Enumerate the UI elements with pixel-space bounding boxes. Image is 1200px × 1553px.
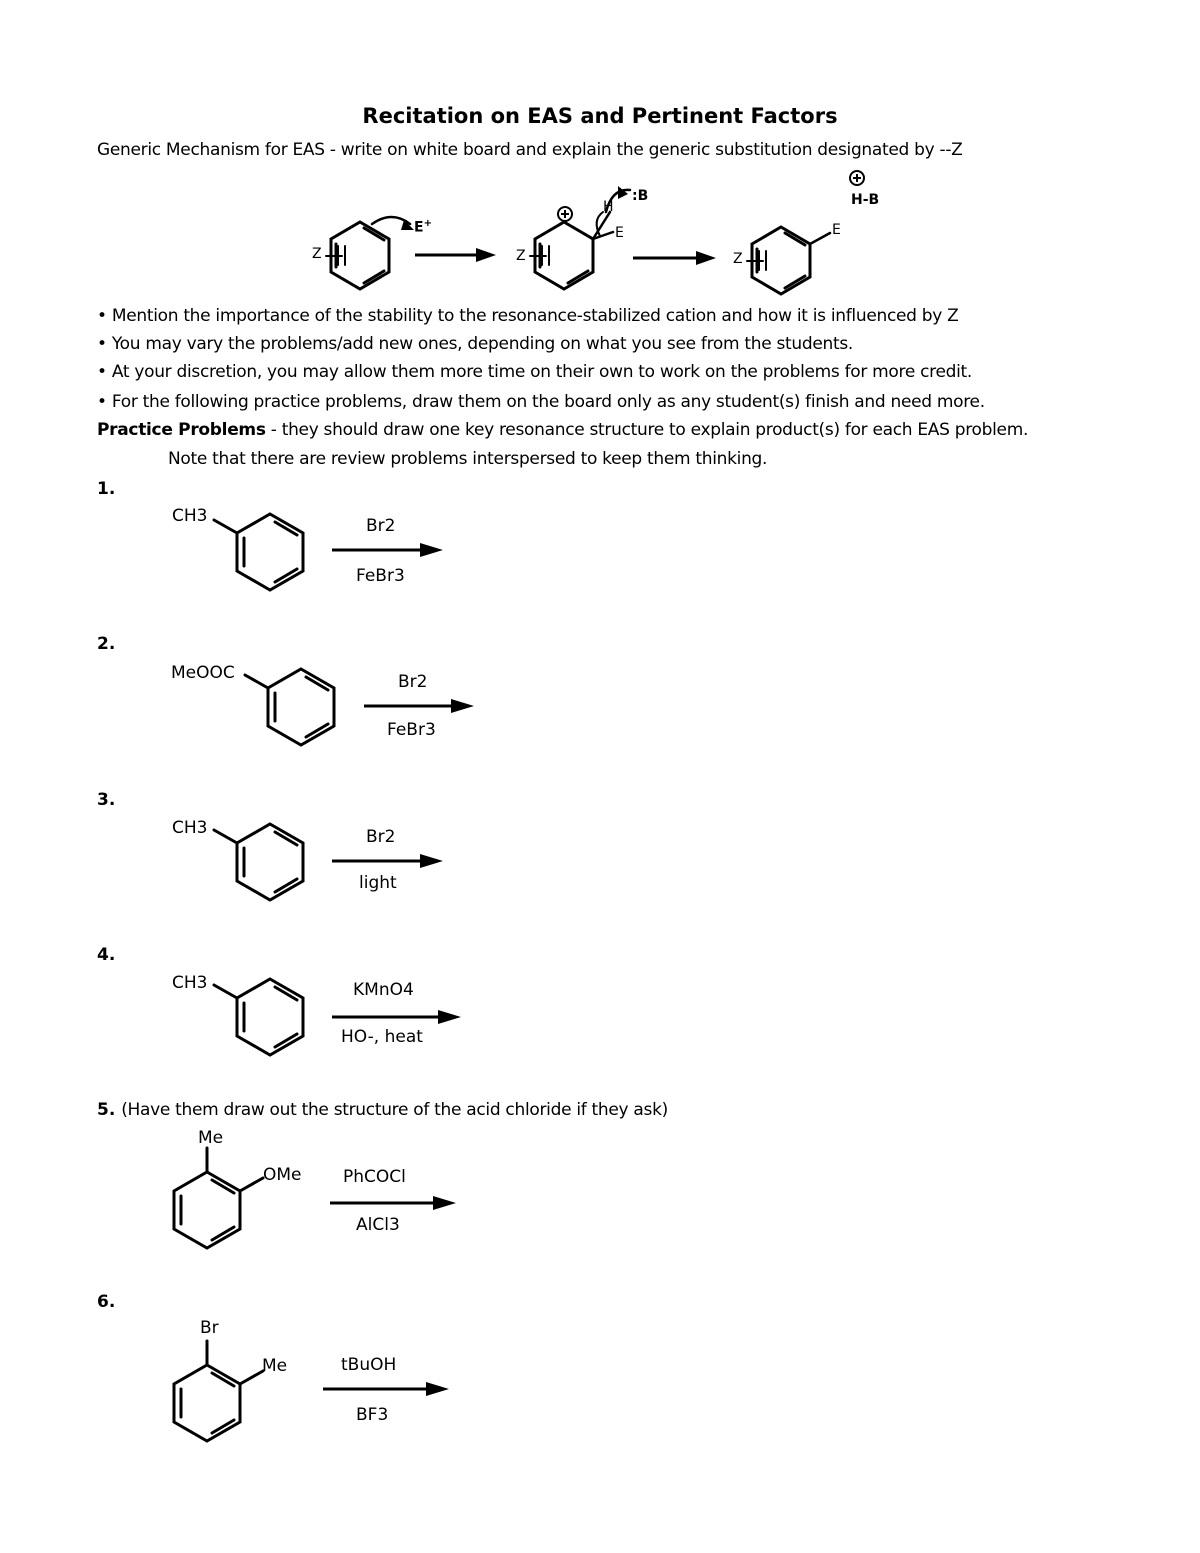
reagent-bottom: FeBr3 bbox=[387, 720, 436, 740]
intro-text: Generic Mechanism for EAS - write on white board and explain the generic substitution designated by --Z bbox=[97, 140, 963, 160]
reagent-top: KMnO4 bbox=[353, 980, 414, 1000]
benzene-ring-1 bbox=[214, 514, 303, 590]
substituent-label: Me bbox=[262, 1356, 288, 1376]
substituent-label: CH3 bbox=[172, 506, 208, 526]
benzene-ring-4 bbox=[214, 979, 303, 1055]
electrophile-label: E+ bbox=[414, 218, 432, 236]
reagent-bottom: HO-, heat bbox=[341, 1027, 423, 1047]
substituent-label: Me bbox=[198, 1128, 224, 1148]
problem-number: 4. bbox=[97, 945, 116, 965]
benzene-ring-3 bbox=[214, 824, 303, 900]
benzene-ring-2 bbox=[245, 669, 334, 745]
z-label: Z bbox=[733, 251, 743, 267]
base-label: :B bbox=[632, 188, 649, 204]
reagent-top: tBuOH bbox=[341, 1355, 397, 1375]
h-label: H bbox=[603, 199, 614, 215]
reagent-bottom: BF3 bbox=[356, 1405, 389, 1425]
reagent-top: Br2 bbox=[366, 827, 396, 847]
reagent-top: PhCOCl bbox=[343, 1167, 406, 1187]
hb-label: H-B bbox=[851, 192, 880, 208]
problem-number: 2. bbox=[97, 634, 116, 654]
practice-line: Practice Problems - they should draw one key resonance structure to explain product(s) for each EAS problem. bbox=[97, 420, 1029, 440]
reagent-top: Br2 bbox=[366, 516, 396, 536]
substituent-label: CH3 bbox=[172, 818, 208, 838]
substituent-label: OMe bbox=[263, 1165, 302, 1185]
page-title: Recitation on EAS and Pertinent Factors bbox=[362, 104, 838, 128]
z-label: Z bbox=[516, 248, 526, 264]
problem-number: 1. bbox=[97, 479, 116, 499]
reagent-bottom: AlCl3 bbox=[356, 1215, 400, 1235]
substituent-label: Br bbox=[200, 1318, 219, 1338]
substituent-label: CH3 bbox=[172, 973, 208, 993]
bullet-item: • At your discretion, you may allow them more time on their own to work on the problems for more credit. bbox=[97, 362, 973, 382]
problem-number: 3. bbox=[97, 790, 116, 810]
substituent-label: MeOOC bbox=[171, 663, 235, 683]
bullet-item: • You may vary the problems/add new ones, depending on what you see from the students. bbox=[97, 334, 854, 354]
reagent-top: Br2 bbox=[398, 672, 428, 692]
bullet-item: • Mention the importance of the stability to the resonance-stabilized cation and how it is influenced by Z bbox=[97, 306, 959, 326]
benzene-ring-6 bbox=[174, 1341, 263, 1441]
benzene-ring-5 bbox=[174, 1148, 263, 1248]
problem-number: 6. bbox=[97, 1292, 116, 1312]
reagent-bottom: FeBr3 bbox=[356, 566, 405, 586]
practice-heading: Practice Problems bbox=[97, 420, 266, 440]
problem-number: 5. (Have them draw out the structure of the acid chloride if they ask) bbox=[97, 1100, 668, 1120]
problem-note: (Have them draw out the structure of the acid chloride if they ask) bbox=[121, 1100, 668, 1120]
e-label: E bbox=[832, 222, 841, 238]
e-label: E bbox=[615, 225, 624, 241]
practice-note: Note that there are review problems interspersed to keep them thinking. bbox=[168, 449, 768, 469]
reagent-bottom: light bbox=[359, 873, 397, 893]
z-label: Z bbox=[312, 246, 322, 262]
bullet-item: • For the following practice problems, draw them on the board only as any student(s) finish and need more. bbox=[97, 392, 985, 412]
